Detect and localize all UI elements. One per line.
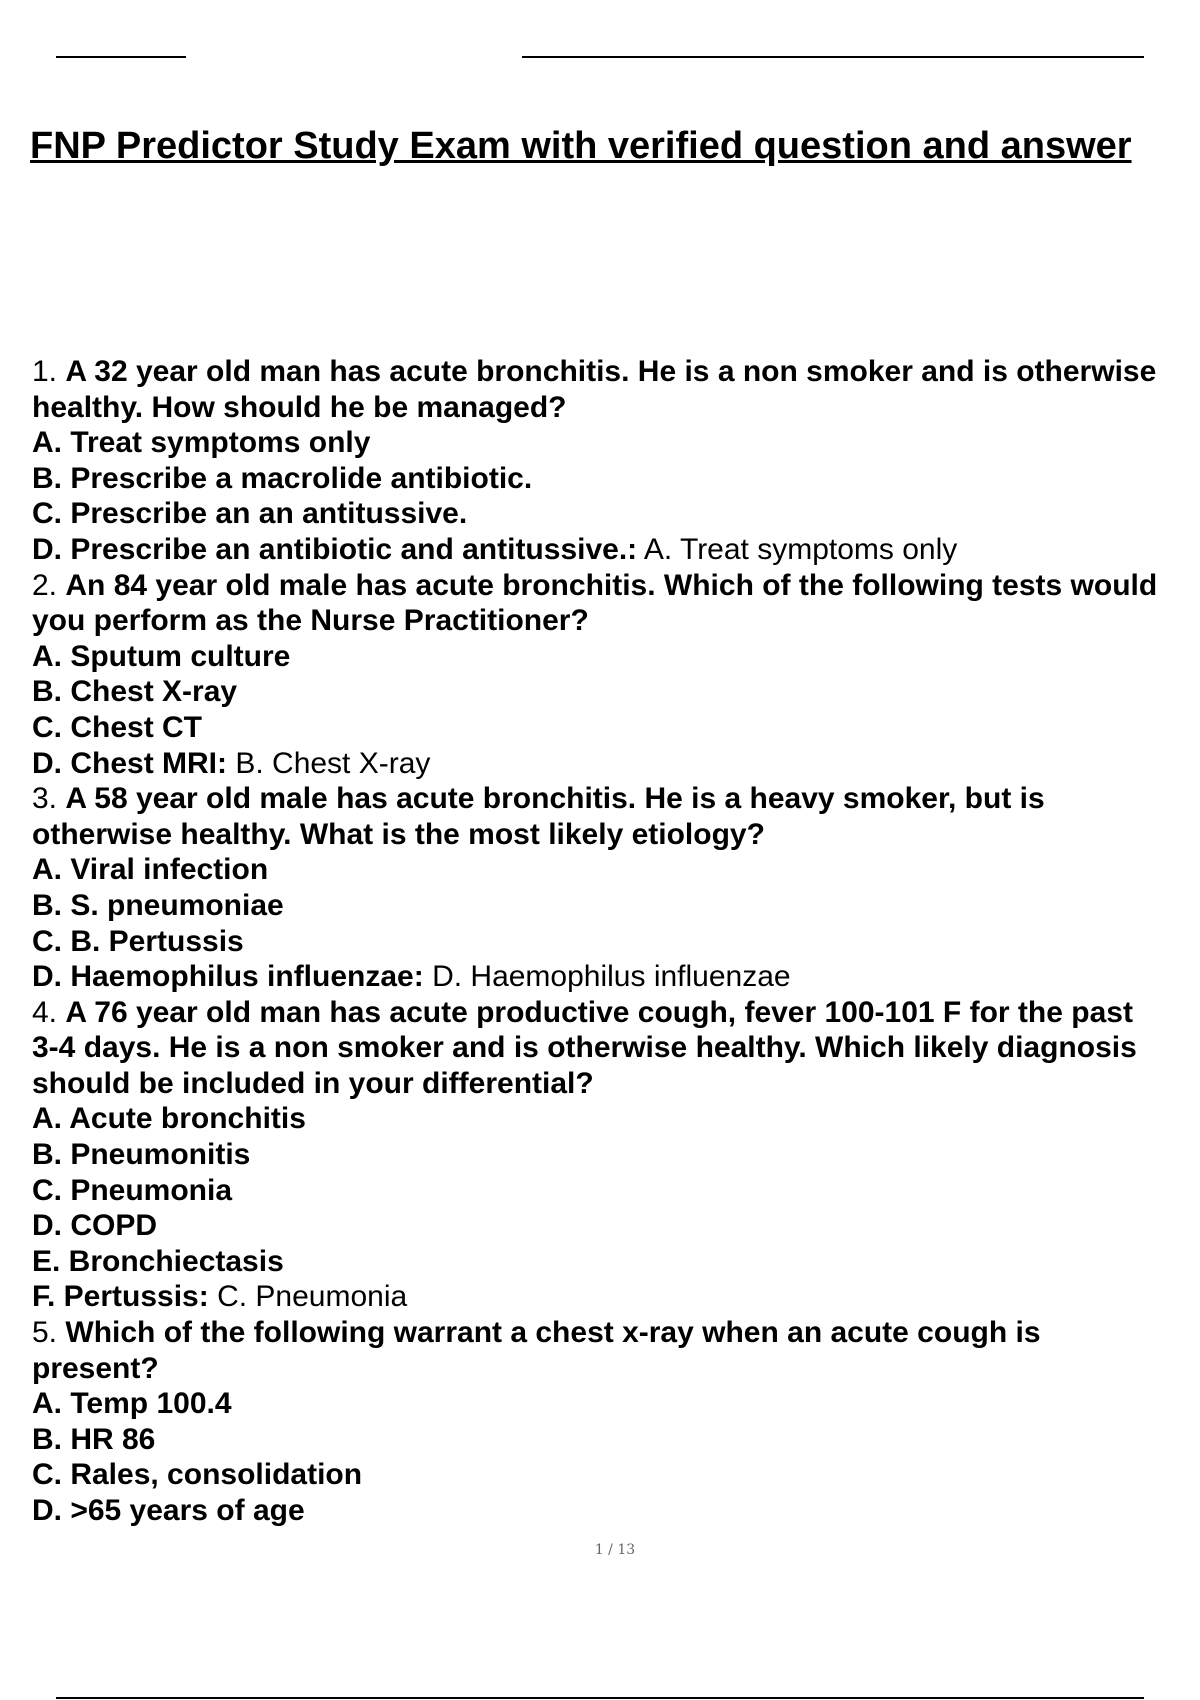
question-block	[32, 995, 1200, 1315]
answer-option: A. Acute bronchitis	[32, 1102, 306, 1136]
question-stem-line	[32, 1351, 1200, 1387]
answer-option: F. Pertussis:	[32, 1280, 209, 1314]
question-block	[32, 354, 1200, 568]
question-number: 1.	[32, 355, 58, 388]
answer-option-with-key	[32, 1279, 1200, 1315]
question-number: 3.	[32, 782, 58, 816]
answer-option: D. Haemophilus influenzae:	[32, 960, 424, 994]
question-number: 5.	[32, 1316, 58, 1350]
question-number: 2.	[32, 568, 58, 602]
answer-option: A. Sputum culture	[32, 639, 291, 673]
answer-option: D. Chest MRI:	[32, 746, 227, 780]
footer-rule	[56, 1697, 1144, 1699]
correct-answer: C. Pneumonia	[217, 1280, 408, 1314]
question-stem-line	[32, 568, 1200, 604]
correct-answer: D. Haemophilus influenzae	[432, 960, 791, 994]
answer-option: B. Prescribe a macrolide antibiotic.	[32, 461, 533, 495]
answer-option-with-key	[32, 532, 1200, 568]
question-stem-text: A 58 year old male has acute bronchitis. He is a heavy smoker, but is	[65, 782, 1045, 816]
header-rule-left	[56, 56, 186, 58]
question-stem-text: present?	[32, 1351, 159, 1385]
question-stem-text: A 76 year old man has acute productive cough, fever 100-101 F for the past	[65, 995, 1133, 1029]
page-number: 1 / 13	[594, 1542, 636, 1558]
question-stem-line	[32, 781, 1200, 817]
question-stem-text: should be included in your differential?	[32, 1066, 594, 1100]
answer-option-with-key	[32, 746, 1200, 782]
question-stem-text: An 84 year old male has acute bronchitis. Which of the following tests would	[65, 568, 1158, 602]
header-rule-right	[522, 56, 1144, 58]
question-number: 4.	[32, 995, 58, 1029]
answer-option: B. Pneumonitis	[32, 1138, 251, 1172]
correct-answer: A. Treat symptoms only	[643, 532, 958, 566]
answer-option-with-key	[32, 959, 1200, 995]
question-stem-text: you perform as the Nurse Practitioner?	[32, 604, 589, 638]
question-list	[32, 354, 1200, 1529]
answer-option: B. S. pneumoniae	[32, 888, 284, 922]
answer-option: D. COPD	[32, 1209, 158, 1243]
question-stem-text: Which of the following warrant a chest x-ray when an acute cough is	[65, 1316, 1041, 1350]
answer-option: C. Chest CT	[32, 710, 203, 744]
question-stem-text: otherwise healthy. What is the most likely etiology?	[32, 817, 765, 851]
question-stem-line	[32, 995, 1200, 1031]
question-block	[32, 568, 1200, 782]
question-stem-line	[32, 390, 1200, 426]
answer-option: C. Pneumonia	[32, 1173, 233, 1207]
answer-option: D. >65 years of age	[32, 1494, 305, 1527]
answer-option: B. Chest X-ray	[32, 675, 238, 709]
question-block	[32, 781, 1200, 995]
answer-option: D. Prescribe an antibiotic and antitussive.:	[32, 532, 638, 566]
question-stem-line	[32, 354, 1200, 390]
question-stem-line	[32, 1066, 1200, 1102]
question-stem-text: 3-4 days. He is a non smoker and is otherwise healthy. Which likely diagnosis	[32, 1031, 1137, 1065]
answer-option: A. Viral infection	[32, 853, 269, 887]
question-stem-line	[32, 603, 1200, 639]
answer-option: C. Rales, consolidation	[32, 1458, 363, 1492]
document-title: FNP Predictor Study Exam with verified question and answer	[30, 125, 1132, 167]
answer-option: A. Treat symptoms only	[32, 426, 371, 460]
correct-answer: B. Chest X-ray	[235, 746, 431, 780]
answer-option: C. Prescribe an an antitussive.	[32, 497, 468, 531]
answer-option: B. HR 86	[32, 1422, 156, 1456]
question-block	[32, 1315, 1200, 1529]
answer-option: E. Bronchiectasis	[32, 1244, 284, 1278]
question-stem-line	[32, 1030, 1200, 1066]
question-stem-text: A 32 year old man has acute bronchitis. He is a non smoker and is otherwise	[65, 355, 1157, 388]
answer-option: C. B. Pertussis	[32, 924, 244, 958]
question-stem-text: healthy. How should he be managed?	[32, 390, 567, 424]
question-stem-line	[32, 1315, 1200, 1351]
answer-option: A. Temp 100.4	[32, 1387, 232, 1421]
question-stem-line	[32, 817, 1200, 853]
